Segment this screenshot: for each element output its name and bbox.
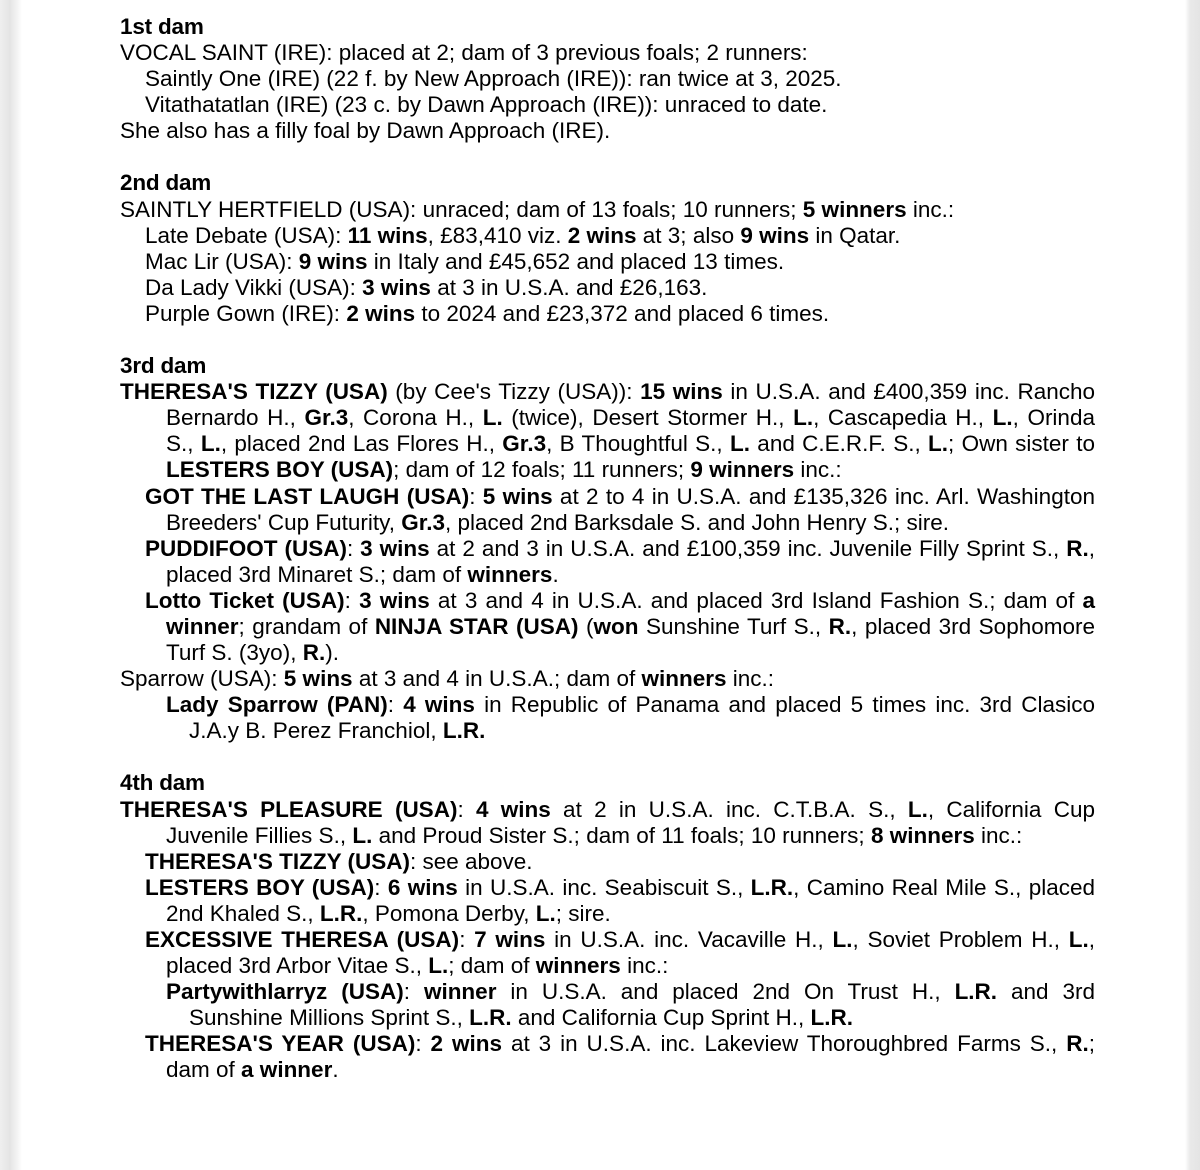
heading-second-dam: 2nd dam: [120, 170, 212, 196]
entry-lotto-ticket: Lotto Ticket (USA): 3 wins at 3 and 4 in U.S.A. and placed 3rd Island Fashion S.; dam of a winner; grandam of NINJA STAR (USA) (won Sunshine Turf S., R., placed 3rd Sophomore Turf S. (3yo), R.).: [145, 587, 1095, 666]
entry-mac-lir: Mac Lir (USA): 9 wins in Italy and £45,652 and placed 13 times.: [145, 248, 785, 274]
entry-saintly-hertfield: SAINTLY HERTFIELD (USA): unraced; dam of 13 foals; 10 runners; 5 winners inc.:: [120, 196, 955, 222]
heading-third-dam: 3rd dam: [120, 353, 207, 379]
section-fourth-dam: [120, 770, 1095, 1083]
section-first-dam: [120, 14, 1095, 144]
heading-first-dam: 1st dam: [120, 14, 204, 39]
entry-puddifoot: PUDDIFOOT (USA): 3 wins at 2 and 3 in U.S.A. and £100,359 inc. Juvenile Filly Sprint S., R., placed 3rd Minaret S.; dam of winners.: [145, 535, 1095, 587]
entry-vocal-saint: VOCAL SAINT (IRE): placed at 2; dam of 3 previous foals; 2 runners:: [120, 40, 808, 66]
entry-da-lady-vikki: Da Lady Vikki (USA): 3 wins at 3 in U.S.A. and £26,163.: [145, 274, 708, 300]
page-shadow-left: [0, 0, 22, 1170]
entry-excessive-theresa: EXCESSIVE THERESA (USA): 7 wins in U.S.A. inc. Vacaville H., L., Soviet Problem H., L., placed 3rd Arbor Vitae S., L.; dam of winners inc.:: [145, 927, 1095, 979]
entry-sparrow: Sparrow (USA): 5 wins at 3 and 4 in U.S.A.; dam of winners inc.:: [120, 666, 775, 692]
entry-filly-foal-note: She also has a filly foal by Dawn Approach (IRE).: [120, 118, 611, 144]
entry-purple-gown: Purple Gown (IRE): 2 wins to 2024 and £23,372 and placed 6 times.: [145, 300, 830, 326]
entry-theresas-year: THERESA'S YEAR (USA): 2 wins at 3 in U.S.A. inc. Lakeview Thoroughbred Farms S., R.; dam of a winner.: [145, 1031, 1095, 1083]
entry-theresas-pleasure: THERESA'S PLEASURE (USA): 4 wins at 2 in U.S.A. inc. C.T.B.A. S., L., California Cup Juvenile Fillies S., L. and Proud Sister S.; dam of 11 foals; 10 runners; 8 winners inc.:: [120, 796, 1095, 848]
entry-theresas-tizzy-see-above: THERESA'S TIZZY (USA): see above.: [145, 848, 533, 874]
entry-lesters-boy: LESTERS BOY (USA): 6 wins in U.S.A. inc. Seabiscuit S., L.R., Camino Real Mile S., placed 2nd Khaled S., L.R., Pomona Derby, L.; sire.: [145, 874, 1095, 926]
entry-theresas-tizzy: THERESA'S TIZZY (USA) (by Cee's Tizzy (USA)): 15 wins in U.S.A. and £400,359 inc. Rancho Bernardo H., Gr.3, Corona H., L. (twice), Desert Stormer H., L., Cascapedia H., L., Orinda S., L., placed 2nd Las Flores H., Gr.3, B Thoughtful S., L. and C.E.R.F. S., L.; Own sister to LESTERS BOY (USA); dam of 12 foals; 11 runners; 9 winners inc.:: [120, 379, 1096, 483]
entry-got-the-last-laugh: GOT THE LAST LAUGH (USA): 5 wins at 2 to 4 in U.S.A. and £135,326 inc. Arl. Washington Breeders' Cup Futurity, Gr.3, placed 2nd Barksdale S. and John Henry S.; sire.: [145, 483, 1095, 535]
entry-lady-sparrow: Lady Sparrow (PAN): 4 wins in Republic of Panama and placed 5 times inc. 3rd Clasico J.A.y B. Perez Franchiol, L.R.: [166, 692, 1096, 744]
entry-saintly-one: Saintly One (IRE) (22 f. by New Approach (IRE)): ran twice at 3, 2025.: [145, 66, 842, 92]
section-third-dam: [120, 353, 1095, 744]
entry-late-debate: Late Debate (USA): 11 wins, £83,410 viz. 2 wins at 3; also 9 wins in Qatar.: [145, 222, 901, 248]
entry-partywithlarryz: Partywithlarryz (USA): winner in U.S.A. and placed 2nd On Trust H., L.R. and 3rd Sunshine Millions Sprint S., L.R. and California Cup Sprint H., L.R.: [166, 979, 1095, 1031]
heading-fourth-dam: 4th dam: [120, 770, 205, 796]
page-shadow-right: [1185, 0, 1200, 1170]
entry-vitathatatlan: Vitathatatlan (IRE) (23 c. by Dawn Approach (IRE)): unraced to date.: [145, 92, 828, 118]
section-second-dam: [120, 170, 1095, 327]
document-page: [22, 0, 1185, 1170]
pedigree-content: [120, 14, 1095, 1084]
